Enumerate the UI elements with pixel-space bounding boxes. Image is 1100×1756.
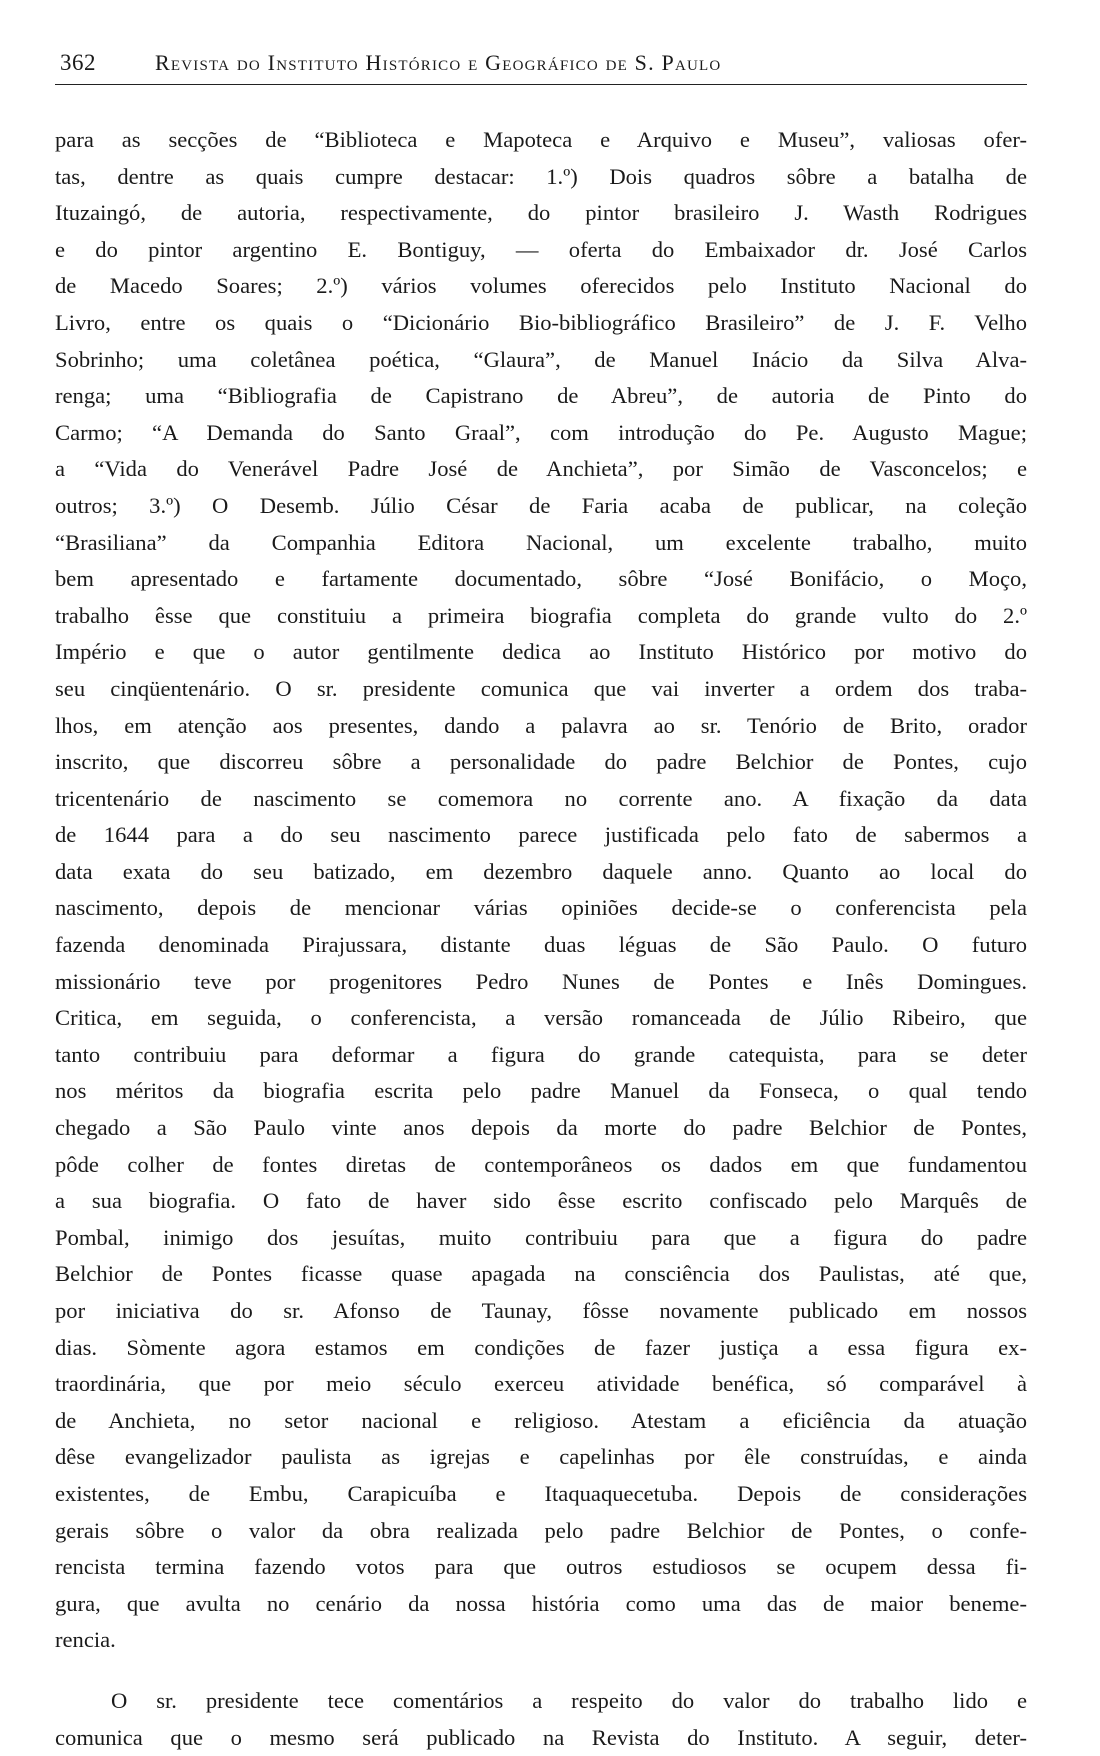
text-line: tas, dentre as quais cumpre destacar: 1.º) Dois quadros sôbre a batalha de: [55, 163, 1027, 189]
text-line: renga; uma “Bibliografia de Capistrano de Abreu”, de autoria de Pinto do: [55, 383, 1027, 409]
running-header: [55, 44, 1027, 85]
text-line: trabalho êsse que constituiu a primeira biografia completa do grande vulto do 2.º: [55, 602, 1027, 628]
text-line: fazenda denominada Pirajussara, distante duas léguas de São Paulo. O futuro: [55, 932, 1027, 958]
text-line: Sobrinho; uma coletânea poética, “Glaura”, de Manuel Inácio da Silva Alva-: [55, 346, 1027, 372]
text-line: O sr. presidente tece comentários a respeito do valor do trabalho lido e: [111, 1687, 1027, 1713]
text-line: gerais sôbre o valor da obra realizada pelo padre Belchior de Pontes, o confe-: [55, 1517, 1027, 1543]
text-line: e do pintor argentino E. Bontiguy, — oferta do Embaixador dr. José Carlos: [55, 236, 1027, 262]
text-line: seu cinqüentenário. O sr. presidente comunica que vai inverter a ordem dos traba-: [55, 675, 1027, 701]
text-line: gura, que avulta no cenário da nossa história como uma das de maior beneme-: [55, 1590, 1027, 1616]
text-line: a sua biografia. O fato de haver sido êsse escrito confiscado pelo Marquês de: [55, 1188, 1027, 1214]
text-line: de 1644 para a do seu nascimento parece justificada pelo fato de sabermos a: [55, 822, 1027, 848]
text-line: de Macedo Soares; 2.º) vários volumes oferecidos pelo Instituto Nacional do: [55, 273, 1027, 299]
page-number: 362: [60, 50, 96, 75]
body-text: [55, 122, 1027, 1756]
text-line: dias. Sòmente agora estamos em condições de fazer justiça a essa figura ex-: [55, 1334, 1027, 1360]
text-line: bem apresentado e fartamente documentado, sôbre “José Bonifácio, o Moço,: [55, 566, 1027, 592]
text-line: rencista termina fazendo votos para que outros estudiosos se ocupem dessa fi-: [55, 1554, 1027, 1580]
text-line: Belchior de Pontes ficasse quase apagada na consciência dos Paulistas, até que,: [55, 1261, 1027, 1287]
text-line: outros; 3.º) O Desemb. Júlio César de Faria acaba de publicar, na coleção: [55, 492, 1027, 518]
text-line: inscrito, que discorreu sôbre a personalidade do padre Belchior de Pontes, cujo: [55, 749, 1027, 775]
text-line: data exata do seu batizado, em dezembro daquele anno. Quanto ao local do: [55, 858, 1027, 884]
text-line: comunica que o mesmo será publicado na Revista do Instituto. A seguir, deter-: [55, 1724, 1027, 1750]
text-line: de Anchieta, no setor nacional e religioso. Atestam a eficiência da atuação: [55, 1407, 1027, 1433]
paragraph: [55, 1683, 1027, 1756]
text-line: existentes, de Embu, Carapicuíba e Itaquaquecetuba. Depois de considerações: [55, 1480, 1027, 1506]
text-line: Livro, entre os quais o “Dicionário Bio-bibliográfico Brasileiro” de J. F. Velho: [55, 309, 1027, 335]
text-line: Carmo; “A Demanda do Santo Graal”, com introdução do Pe. Augusto Mague;: [55, 419, 1027, 445]
text-line: rencia.: [55, 1627, 116, 1653]
text-line: tanto contribuiu para deformar a figura do grande catequista, para se deter: [55, 1041, 1027, 1067]
journal-title: Revista do Instituto Histórico e Geográfico de S. Paulo: [155, 50, 722, 75]
text-line: Pombal, inimigo dos jesuítas, muito contribuiu para que a figura do padre: [55, 1224, 1027, 1250]
paragraph: [55, 122, 1027, 1659]
text-line: pôde colher de fontes diretas de contemporâneos os dados em que fundamentou: [55, 1151, 1027, 1177]
text-line: para as secções de “Biblioteca e Mapoteca e Arquivo e Museu”, valiosas ofer-: [55, 127, 1027, 152]
text-line: a “Vida do Venerável Padre José de Anchieta”, por Simão de Vasconcelos; e: [55, 456, 1027, 482]
text-line: por iniciativa do sr. Afonso de Taunay, fôsse novamente publicado em nossos: [55, 1298, 1027, 1323]
text-line: dêse evangelizador paulista as igrejas e capelinhas por êle construídas, e ainda: [55, 1444, 1027, 1470]
text-line: Ituzaingó, de autoria, respectivamente, do pintor brasileiro J. Wasth Rodrigues: [55, 200, 1027, 226]
paragraph-gap: [55, 1659, 1027, 1683]
text-line: chegado a São Paulo vinte anos depois da morte do padre Belchior de Pontes,: [55, 1115, 1027, 1141]
text-line: nascimento, depois de mencionar várias opiniões decide-se o conferencista pela: [55, 895, 1027, 921]
text-line: Critica, em seguida, o conferencista, a versão romanceada de Júlio Ribeiro, que: [55, 1005, 1027, 1031]
text-line: traordinária, que por meio século exerceu atividade benéfica, só comparável à: [55, 1371, 1027, 1397]
text-line: tricentenário de nascimento se comemora no corrente ano. A fixação da data: [55, 785, 1027, 811]
text-line: missionário teve por progenitores Pedro Nunes de Pontes e Inês Domingues.: [55, 968, 1027, 994]
text-line: “Brasiliana” da Companhia Editora Nacional, um excelente trabalho, muito: [55, 529, 1027, 555]
text-line: lhos, em atenção aos presentes, dando a palavra ao sr. Tenório de Brito, orador: [55, 712, 1027, 738]
text-line: nos méritos da biografia escrita pelo padre Manuel da Fonseca, o qual tendo: [55, 1078, 1027, 1104]
text-line: Império e que o autor gentilmente dedica ao Instituto Histórico por motivo do: [55, 639, 1027, 665]
